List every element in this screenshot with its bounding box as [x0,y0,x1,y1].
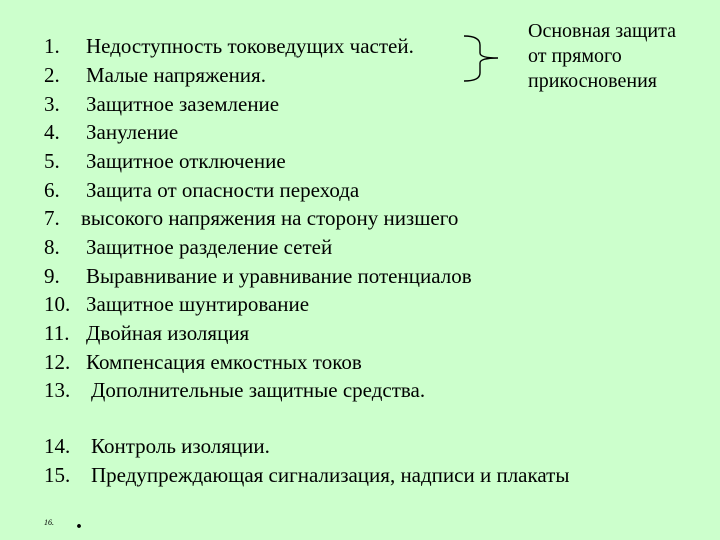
item-text: высокого напряжения на сторону низшего [81,206,459,230]
right-brace-icon [460,33,504,83]
footer-small-number: 16. [44,518,54,527]
item-text: Двойная изоляция [86,321,250,345]
item-number: 8. [44,235,60,259]
item-text: Защитное шунтирование [86,292,310,316]
item-number: 1. [44,34,60,58]
item-text: Предупреждающая сигнализация, надписи и плакаты [91,463,570,487]
item-number: 9. [44,264,60,288]
item-number: 12. [44,350,71,374]
item-text: Защитное разделение сетей [86,235,333,259]
item-text: Недоступность токоведущих частей. [86,34,414,58]
item-text: Защитное отключение [86,149,286,173]
footer-dot: . [76,508,82,534]
item-text: Малые напряжения. [86,63,266,87]
direct-contact-protection-note [528,19,718,94]
item-number: 3. [44,92,60,116]
item-number: 5. [44,149,60,173]
item-number: 15. [44,463,71,487]
note-line: Основная защита [528,20,676,42]
item-text: Компенсация емкостных токов [86,350,362,374]
item-number: 11. [44,321,70,345]
note-line: прикосновения [528,70,657,92]
item-number: 7. [44,206,60,230]
item-number: 14. [44,434,71,458]
item-text: Контроль изоляции. [91,434,270,458]
item-text: Защита от опасности перехода [86,178,360,202]
item-number: 2. [44,63,60,87]
item-number: 13. [44,378,71,402]
note-line: от прямого [528,45,622,67]
item-number: 6. [44,178,60,202]
item-text: Защитное заземление [86,92,280,116]
item-text: Выравнивание и уравнивание потенциалов [86,264,472,288]
item-text: Зануление [86,120,179,144]
item-text: Дополнительные защитные средства. [91,378,426,402]
item-number: 4. [44,120,60,144]
item-number: 10. [44,292,71,316]
